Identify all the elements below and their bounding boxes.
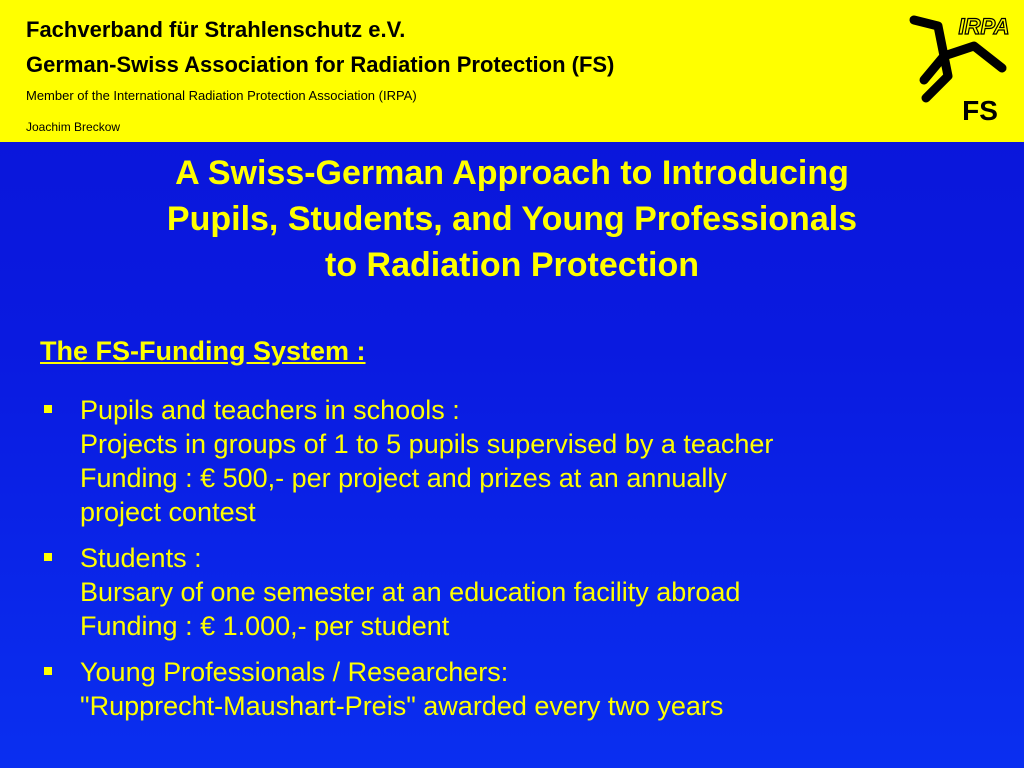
bullet-item-pupils — [40, 393, 990, 529]
logo-fs-text: FS — [962, 95, 998, 126]
bullet-line: project contest — [80, 497, 256, 527]
bullet-line: Young Professionals / Researchers: — [80, 657, 509, 687]
membership-note: Member of the International Radiation Protection Association (IRPA) — [26, 88, 417, 103]
square-bullet-icon — [44, 667, 52, 675]
bullet-line: Pupils and teachers in schools : — [80, 395, 460, 425]
header-banner — [0, 0, 1024, 142]
square-bullet-icon — [44, 553, 52, 561]
bullet-item-young-professionals — [40, 655, 990, 723]
bullet-line: Funding : € 1.000,- per student — [80, 611, 450, 641]
slide-title — [40, 150, 984, 288]
bullet-item-students — [40, 541, 990, 643]
slide-title-line: A Swiss-German Approach to Introducing — [175, 154, 849, 192]
org-name-english: German-Swiss Association for Radiation Protection (FS) — [26, 52, 615, 77]
bullet-line: "Rupprecht-Maushart-Preis" awarded every two years — [80, 691, 724, 721]
square-bullet-icon — [44, 405, 52, 413]
bullet-line: Funding : € 500,- per project and prizes at an annually — [80, 463, 727, 493]
fs-irpa-logo — [904, 6, 1016, 134]
slide-title-line: Pupils, Students, and Young Professionals — [166, 200, 858, 238]
bullet-list — [40, 393, 990, 735]
bullet-line: Bursary of one semester at an education facility abroad — [80, 577, 741, 607]
section-heading: The FS-Funding System : — [40, 336, 366, 366]
bullet-line: Students : — [80, 543, 202, 573]
org-name-german: Fachverband für Strahlenschutz e.V. — [26, 17, 406, 42]
logo-irpa-text: IRPA — [958, 14, 1010, 39]
author-name: Joachim Breckow — [26, 120, 121, 134]
bullet-line: Projects in groups of 1 to 5 pupils supervised by a teacher — [80, 429, 774, 459]
slide-title-line: to Radiation Protection — [325, 246, 699, 284]
